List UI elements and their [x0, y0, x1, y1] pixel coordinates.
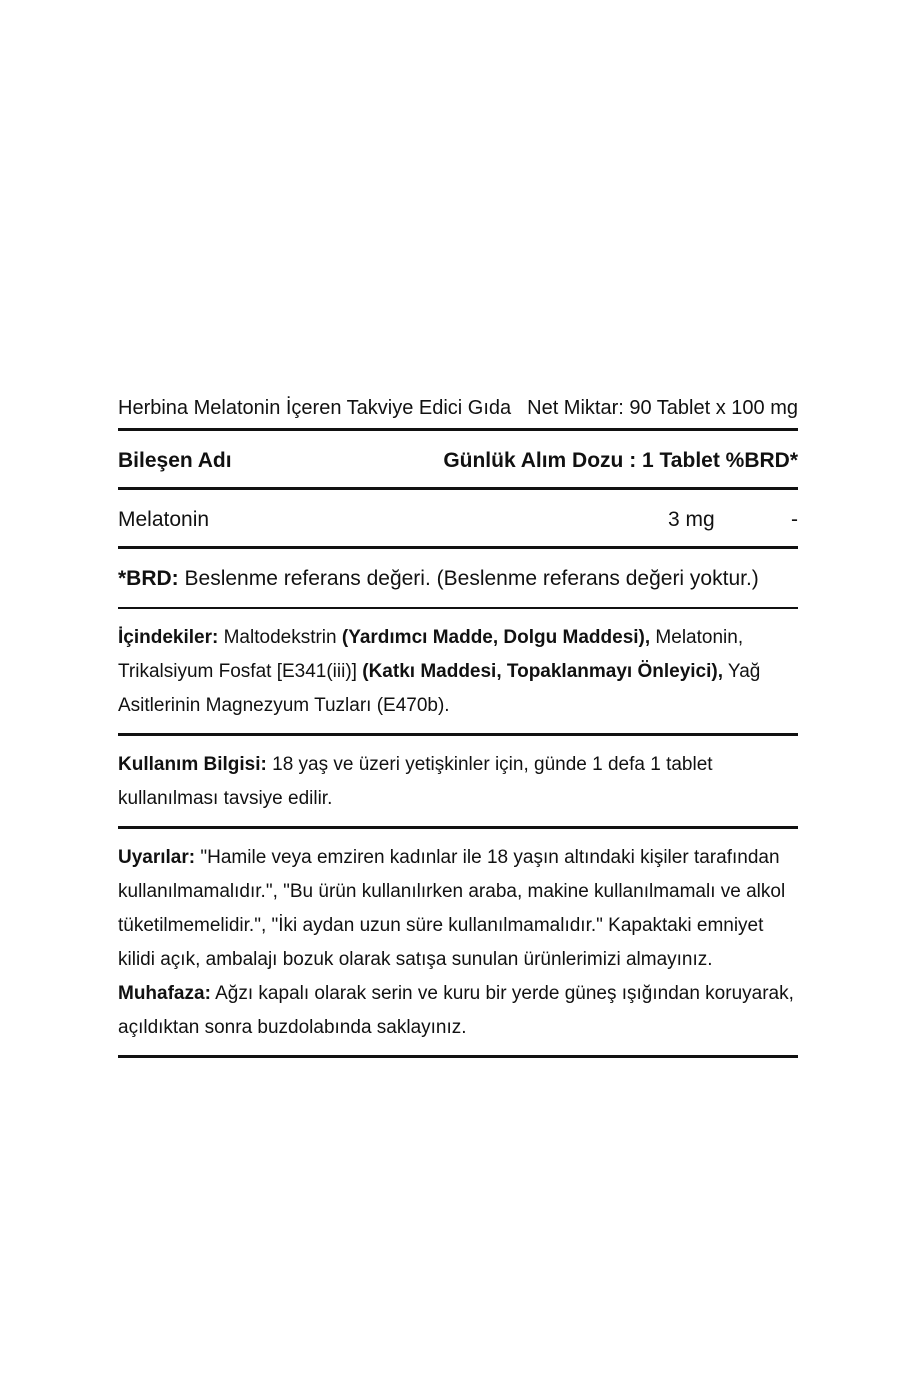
warnings-section — [118, 829, 798, 1055]
ingredients-text: Yağ Asitlerinin Magnezyum Tuzları (E470b). — [118, 661, 761, 716]
supplement-label — [118, 394, 798, 1058]
ingredients-bold-note: (Yardımcı Madde, Dolgu Maddesi), — [341, 627, 651, 648]
ingredient-brd: - — [791, 508, 798, 531]
ingredient-column-header: Bileşen Adı — [118, 449, 232, 472]
usage-label: Kullanım Bilgisi: — [118, 754, 267, 775]
net-amount: Net Miktar: 90 Tablet x 100 mg — [527, 397, 798, 419]
warnings-text: "Hamile veya emziren kadınlar ile 18 yaşın altındaki kişiler tarafından kullanılmamalıdır.", "Bu ürün kullanılırken araba, makine kullanılmamalı ve alkol tüketilmemelidir.", "İki aydan uzun süre kullanılmamalıdır." Kapaktaki emniyet kilidi açık, ambalajı bozuk olarak satışa sunulan ürünlerimizi almayınız. — [118, 847, 786, 970]
usage-text: 18 yaş ve üzeri yetişkinler için, günde 1 defa 1 tablet kullanılması tavsiye edilir. — [118, 754, 713, 809]
ingredients-bold-note: (Katkı Maddesi, Topaklanmayı Önleyici), — [362, 661, 723, 682]
label-header — [118, 394, 798, 428]
ingredient-name: Melatonin — [118, 508, 210, 531]
ingredients-text: Melatonin, Trikalsiyum Fosfat [E341(iii)] — [118, 627, 744, 682]
table-row — [118, 490, 798, 546]
ingredient-amount: 3 mg — [668, 508, 715, 531]
product-name: Herbina Melatonin İçeren Takviye Edici Gıda — [118, 397, 512, 419]
divider — [118, 1055, 798, 1058]
footnote-label: *BRD: — [118, 567, 179, 590]
usage-section — [118, 736, 798, 826]
storage-text: Ağzı kapalı olarak serin ve kuru bir yerde güneş ışığından koruyarak, açıldıktan sonra buzdolabında saklayınız. — [118, 983, 794, 1038]
ingredients-section — [118, 609, 798, 733]
ingredients-label: İçindekiler: — [118, 627, 219, 648]
daily-dose-column-header: Günlük Alım Dozu : 1 Tablet %BRD* — [443, 449, 798, 472]
dose-cells — [668, 506, 798, 534]
storage-label: Muhafaza: — [118, 983, 211, 1004]
table-header — [118, 431, 798, 487]
brd-footnote — [118, 549, 798, 607]
warnings-label: Uyarılar: — [118, 847, 196, 868]
ingredients-text: Maltodekstrin — [218, 627, 342, 648]
footnote-text: Beslenme referans değeri. (Beslenme referans değeri yoktur.) — [178, 567, 759, 590]
